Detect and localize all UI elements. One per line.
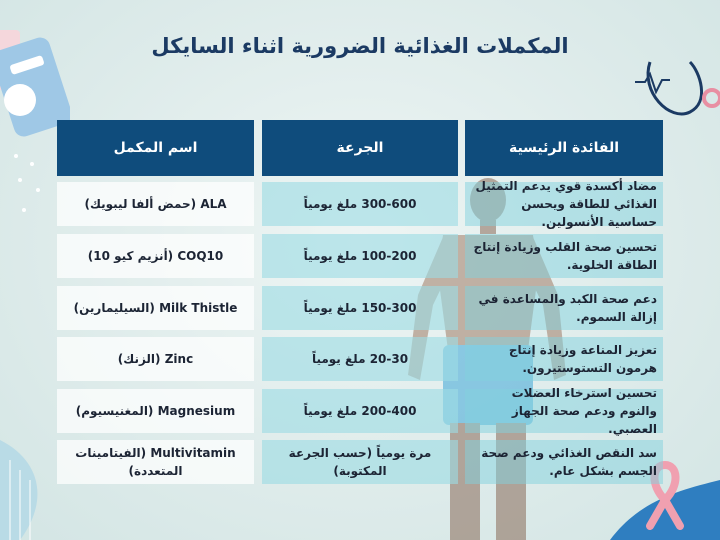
table-cell-benefit: دعم صحة الكبد والمساعدة في إزالة السموم. [465,286,663,330]
table-cell-name: Zinc (الزنك) [57,337,254,381]
table-cell-dose: مرة يومياً (حسب الجرعة المكتوبة) [262,440,458,484]
table-cell-name: Magnesium (المغنيسيوم) [57,389,254,433]
table-cell-benefit: مضاد أكسدة قوي يدعم التمثيل الغذائي للطاقة ويحسن حساسية الأنسولين. [465,182,663,226]
table-cell-name: ALA (حمض ألفا ليبويك) [57,182,254,226]
header-name: اسم المكمل [57,120,254,176]
table-cell-benefit: تحسين صحة القلب وزيادة إنتاج الطاقة الخلوية. [465,234,663,278]
table-cell-dose: 200-400 ملغ يومياً [262,389,458,433]
confetti-decoration [10,150,50,230]
table-cell-dose: 100-200 ملغ يومياً [262,234,458,278]
table-cell-benefit: تحسين استرخاء العضلات والنوم ودعم صحة الجهاز العصبي. [465,389,663,433]
table-cell-dose: 150-300 ملغ يومياً [262,286,458,330]
header-benefit: الفائدة الرئيسية [465,120,663,176]
table-cell-dose: 300-600 ملغ يومياً [262,182,458,226]
leaf-decoration [0,420,60,540]
page-title: المكملات الغذائية الضرورية اثناء السايكل [151,34,569,58]
table-cell-name: COQ10 (أنزيم كيو 10) [57,234,254,278]
table-cell-name: Multivitamin (الفيتامينات المتعددة) [57,440,254,484]
table-cell-benefit: تعزيز المناعة وزيادة إنتاج هرمون التستوستيرون. [465,337,663,381]
header-dose: الجرعة [262,120,458,176]
table-cell-dose: 20-30 ملغ يومياً [262,337,458,381]
table-cell-name: Milk Thistle (السيليمارين) [57,286,254,330]
table-cell-benefit: سد النقص الغذائي ودعم صحة الجسم بشكل عام. [465,440,663,484]
